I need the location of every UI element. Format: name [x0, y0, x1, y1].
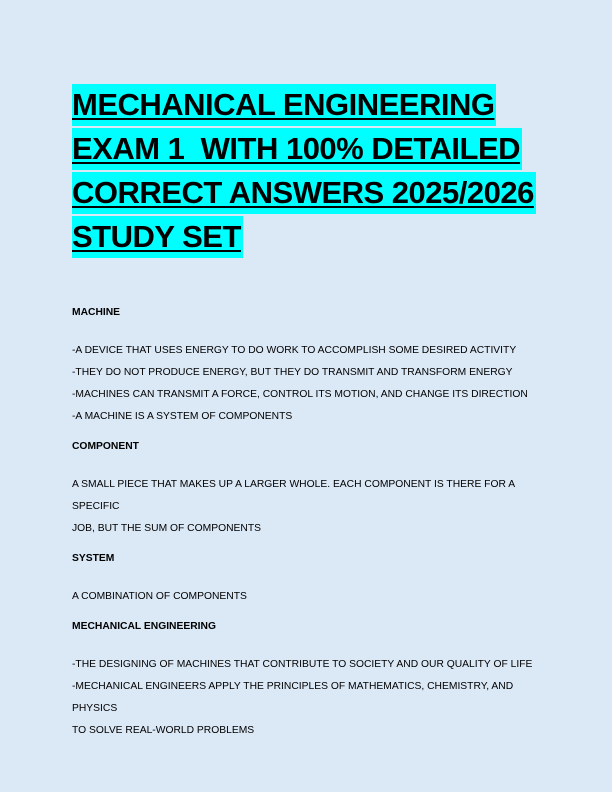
section-system — [72, 552, 542, 608]
document-title — [72, 84, 542, 260]
title-line-4: STUDY SET — [72, 216, 243, 258]
section-heading: SYSTEM — [72, 553, 115, 564]
section-heading: COMPONENT — [72, 441, 139, 452]
section-mechanical-engineering — [72, 620, 542, 742]
section-line: A SMALL PIECE THAT MAKES UP A LARGER WHOLE. EACH COMPONENT IS THERE FOR A SPECIFIC — [72, 479, 515, 512]
section-heading: MECHANICAL ENGINEERING — [72, 621, 216, 632]
section-line: -THE DESIGNING OF MACHINES THAT CONTRIBUTE TO SOCIETY AND OUR QUALITY OF LIFE — [72, 659, 533, 670]
section-line: A COMBINATION OF COMPONENTS — [72, 591, 247, 602]
section-line: -A DEVICE THAT USES ENERGY TO DO WORK TO ACCOMPLISH SOME DESIRED ACTIVITY — [72, 345, 517, 356]
section-line: -MECHANICAL ENGINEERS APPLY THE PRINCIPLES OF MATHEMATICS, CHEMISTRY, AND PHYSICS — [72, 681, 514, 714]
title-line-2: EXAM 1 WITH 100% DETAILED — [72, 128, 522, 170]
title-line-1: MECHANICAL ENGINEERING — [72, 84, 496, 126]
section-line: TO SOLVE REAL-WORLD PROBLEMS — [72, 725, 255, 736]
document-body — [72, 306, 542, 742]
section-line: -A MACHINE IS A SYSTEM OF COMPONENTS — [72, 411, 293, 422]
section-line: JOB, BUT THE SUM OF COMPONENTS — [72, 523, 261, 534]
section-line: -MACHINES CAN TRANSMIT A FORCE, CONTROL ITS MOTION, AND CHANGE ITS DIRECTION — [72, 389, 528, 400]
section-line: -THEY DO NOT PRODUCE ENERGY, BUT THEY DO TRANSMIT AND TRANSFORM ENERGY — [72, 367, 513, 378]
section-component — [72, 440, 542, 540]
section-machine — [72, 306, 542, 428]
section-heading: MACHINE — [72, 307, 121, 318]
title-line-3: CORRECT ANSWERS 2025/2026 — [72, 172, 536, 214]
